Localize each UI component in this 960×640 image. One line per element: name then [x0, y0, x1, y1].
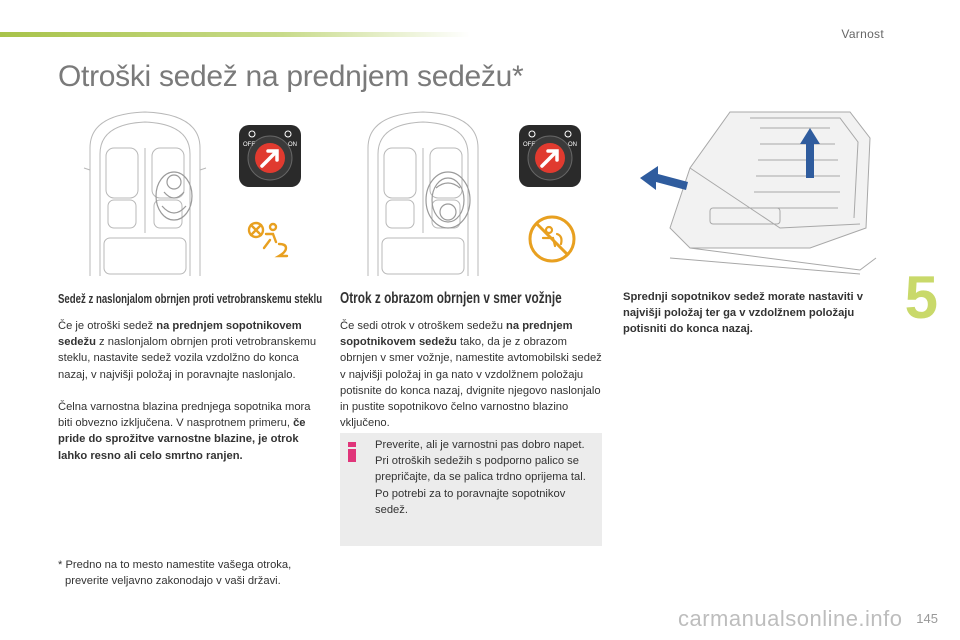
airbag-warning-circle-icon: [527, 214, 577, 264]
watermark: carmanualsonline.info: [678, 606, 903, 631]
left-paragraph-2: Čelna varnostna blazina prednjega sopotnika mora biti obvezno izključena. V nasprotnem primeru, če pride do sprožitve varnostne blazine, je otrok lahko resno ali celo smrtno ranjen.: [58, 401, 311, 462]
svg-text:OFF: OFF: [243, 142, 255, 148]
page-number: 145: [916, 611, 938, 626]
chapter-number: 5: [904, 264, 938, 331]
page-title: Otroški sedež na prednjem sedežu*: [58, 60, 524, 93]
forward-facing-seat-illustration: [348, 108, 498, 278]
heading-rear-facing: Sedež z naslonjalom obrnjen proti vetrobranskemu steklu: [58, 291, 323, 306]
seat-adjustment-illustration: [630, 108, 880, 278]
section-name: Varnost: [841, 27, 884, 41]
svg-text:ON: ON: [288, 142, 297, 148]
header-accent-bar: [0, 32, 470, 37]
airbag-deactivated-icon: [246, 220, 292, 258]
right-paragraph: Sprednji sopotnikov sedež morate nastaviti v najvišji položaj ter ga v vzdolžnem položaju potisniti do konca nazaj.: [623, 291, 863, 336]
middle-paragraph-1: Če sedi otrok v otroškem sedežu na prednjem sopotnikovem sedežu tako, da je z obrazom obrnjen v smer vožnje, namestite avtomobilski sedež v najvišji položaj in ga nato v vzdolžnem položaju potisnite do konca nazaj, dvignite njegovo naslonjalo in pustite sopotnikovo čelno varnostno blazino vključeno.: [340, 320, 602, 430]
airbag-off-warning-icon: [238, 124, 302, 188]
footnote: * Predno na to mesto namestite vašega otroka, preverite veljavno zakonodajo v vaši državi.: [58, 559, 292, 587]
svg-text:ON: ON: [568, 142, 577, 148]
svg-text:OFF: OFF: [523, 142, 535, 148]
info-text: Preverite, ali je varnostni pas dobro napet. Pri otroških sedežih s podporno palico se prepričajte, da se palica trdno oprijema tal. Po potrebi za to poravnajte sopotnikov sedež.: [375, 439, 586, 516]
heading-forward-facing: Otrok z obrazom obrnjen v smer vožnje: [340, 290, 562, 307]
airbag-on-warning-icon: [518, 124, 582, 188]
rear-facing-seat-illustration: [70, 108, 220, 278]
info-icon: [348, 442, 356, 462]
left-paragraph-1: Če je otroški sedež na prednjem sopotnikovem sedežu z naslonjalom obrnjen proti vetrobranskemu steklu, nastavite sedež vozila vzdolžno do konca nazaj, v najvišji položaj in poravnajte naslonjalo.: [58, 320, 317, 381]
